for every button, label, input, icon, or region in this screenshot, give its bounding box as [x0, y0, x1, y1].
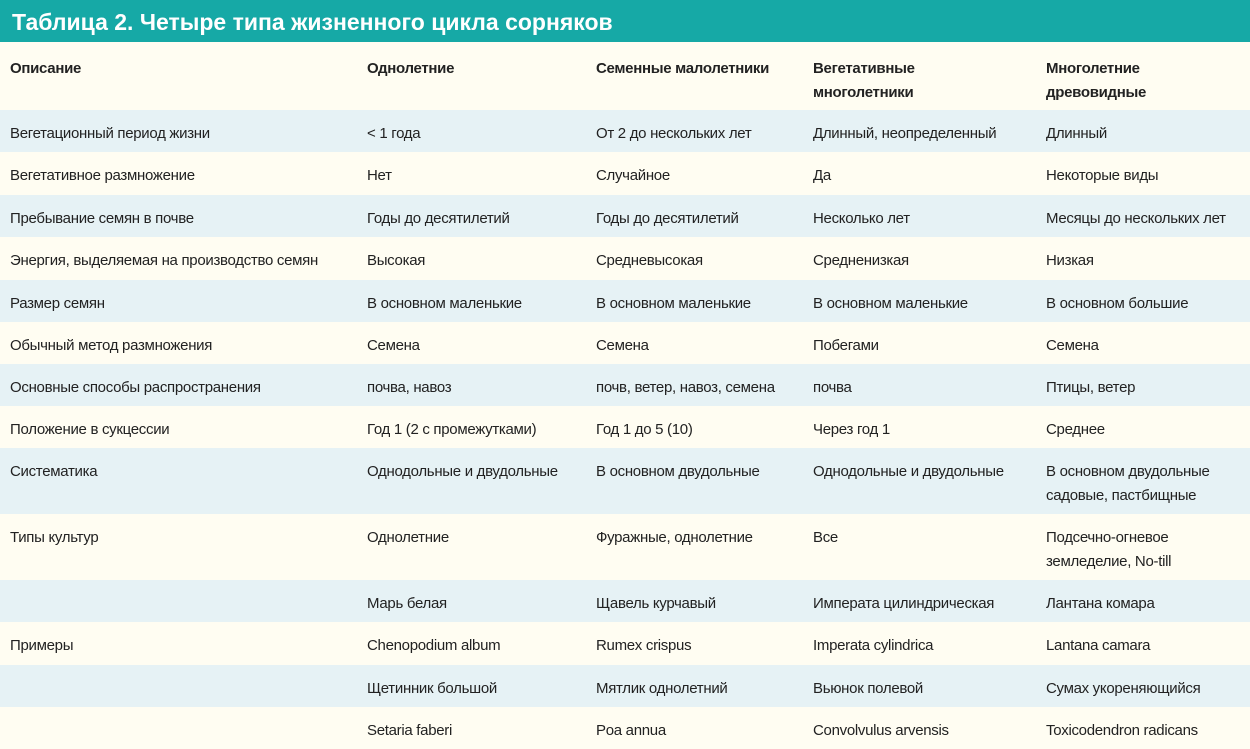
cell-line: Энергия, выделяемая на производство семян	[10, 252, 318, 269]
cell-vegetative-perennials	[813, 364, 1046, 406]
cell-line: почва, навоз	[367, 379, 452, 396]
cell-vegetative-perennials	[813, 580, 1046, 622]
cell-line: Однодольные и двудольные	[367, 463, 558, 480]
cell-annuals	[367, 237, 596, 280]
cell-line: Подсечно-огневое	[1046, 529, 1169, 546]
cell-line: почв, ветер, навоз, семена	[596, 379, 775, 396]
cell-line: Многолетние	[1046, 60, 1140, 77]
cell-line: Примеры	[10, 637, 74, 654]
cell-line: Длинный, неопределенный	[813, 125, 997, 142]
cell-seed-biennials	[596, 237, 813, 280]
cell-line: Вегетационный период жизни	[10, 125, 210, 142]
cell-line: Год 1 (2 с промежутками)	[367, 421, 537, 438]
cell-line: Лантана комара	[1046, 595, 1155, 612]
cell-vegetative-perennials	[813, 707, 1046, 749]
cell-vegetative-perennials	[813, 42, 1046, 110]
cell-line: многолетники	[813, 84, 914, 101]
cell-line: Вегетативное размножение	[10, 167, 195, 184]
cell-line: Пребывание семян в почве	[10, 210, 194, 227]
cell-woody-perennials	[1046, 707, 1250, 749]
cell-woody-perennials	[1046, 152, 1250, 195]
cell-line: Среднее	[1046, 421, 1105, 438]
cell-line: Некоторые виды	[1046, 167, 1159, 184]
cell-annuals	[367, 622, 596, 665]
cell-vegetative-perennials	[813, 237, 1046, 280]
cell-line: Вьюнок полевой	[813, 680, 923, 697]
weed-lifecycle-table	[0, 42, 1250, 749]
cell-line: Типы культур	[10, 529, 99, 546]
cell-description	[0, 195, 367, 237]
table-row	[0, 322, 1250, 364]
cell-seed-biennials	[596, 195, 813, 237]
table-title	[0, 0, 1250, 42]
cell-vegetative-perennials	[813, 152, 1046, 195]
cell-line: Годы до десятилетий	[367, 210, 510, 227]
cell-line: Poa annua	[596, 722, 666, 739]
cell-line: < 1 года	[367, 125, 421, 142]
cell-description	[0, 665, 367, 707]
cell-annuals	[367, 152, 596, 195]
cell-line: Низкая	[1046, 252, 1094, 269]
cell-vegetative-perennials	[813, 110, 1046, 152]
cell-line: Однолетние	[367, 60, 455, 77]
cell-annuals	[367, 448, 596, 514]
table-row	[0, 514, 1250, 580]
cell-description	[0, 580, 367, 622]
cell-description	[0, 406, 367, 448]
table-row	[0, 280, 1250, 322]
cell-line: Годы до десятилетий	[596, 210, 739, 227]
cell-woody-perennials	[1046, 514, 1250, 580]
cell-line: Средненизкая	[813, 252, 909, 269]
cell-woody-perennials	[1046, 364, 1250, 406]
cell-description	[0, 42, 367, 110]
cell-vegetative-perennials	[813, 514, 1046, 580]
cell-vegetative-perennials	[813, 406, 1046, 448]
cell-line: В основном двудольные	[596, 463, 760, 480]
cell-seed-biennials	[596, 665, 813, 707]
header-row	[0, 42, 1250, 110]
cell-vegetative-perennials	[813, 622, 1046, 665]
cell-seed-biennials	[596, 580, 813, 622]
cell-annuals	[367, 707, 596, 749]
cell-line: От 2 до нескольких лет	[596, 125, 752, 142]
cell-line: Месяцы до нескольких лет	[1046, 210, 1226, 227]
cell-line: Императа цилиндрическая	[813, 595, 995, 612]
cell-woody-perennials	[1046, 195, 1250, 237]
cell-seed-biennials	[596, 322, 813, 364]
table-row	[0, 406, 1250, 448]
cell-line: Однодольные и двудольные	[813, 463, 1004, 480]
cell-line: Размер семян	[10, 295, 105, 312]
cell-vegetative-perennials	[813, 195, 1046, 237]
cell-woody-perennials	[1046, 448, 1250, 514]
cell-line: Нет	[367, 167, 392, 184]
cell-line: Однолетние	[367, 529, 449, 546]
cell-woody-perennials	[1046, 237, 1250, 280]
cell-line: Высокая	[367, 252, 426, 269]
cell-line: Обычный метод размножения	[10, 337, 213, 354]
cell-line: Фуражные, однолетние	[596, 529, 753, 546]
cell-line: древовидные	[1046, 84, 1147, 101]
cell-seed-biennials	[596, 42, 813, 110]
cell-line: Длинный	[1046, 125, 1107, 142]
cell-annuals	[367, 665, 596, 707]
table-row	[0, 195, 1250, 237]
cell-line: Описание	[10, 60, 82, 77]
cell-annuals	[367, 42, 596, 110]
cell-seed-biennials	[596, 406, 813, 448]
cell-seed-biennials	[596, 514, 813, 580]
cell-vegetative-perennials	[813, 448, 1046, 514]
table-row	[0, 622, 1250, 665]
cell-line: Lantana camara	[1046, 637, 1151, 654]
cell-seed-biennials	[596, 622, 813, 665]
cell-seed-biennials	[596, 110, 813, 152]
cell-line: Imperata cylindrica	[813, 637, 934, 654]
cell-vegetative-perennials	[813, 665, 1046, 707]
table-row	[0, 448, 1250, 514]
cell-description	[0, 152, 367, 195]
cell-description	[0, 622, 367, 665]
cell-description	[0, 364, 367, 406]
cell-annuals	[367, 406, 596, 448]
cell-line: Семена	[367, 337, 420, 354]
cell-line: Через год 1	[813, 421, 890, 438]
table-row	[0, 237, 1250, 280]
cell-annuals	[367, 110, 596, 152]
table-row	[0, 152, 1250, 195]
cell-line: садовые, пастбищные	[1046, 487, 1197, 504]
cell-woody-perennials	[1046, 406, 1250, 448]
cell-annuals	[367, 514, 596, 580]
cell-seed-biennials	[596, 448, 813, 514]
cell-woody-perennials	[1046, 322, 1250, 364]
table-row	[0, 707, 1250, 749]
cell-line: Setaria faberi	[367, 722, 453, 739]
cell-description	[0, 110, 367, 152]
cell-line: Toxicodendron radicans	[1046, 722, 1198, 739]
cell-line: Систематика	[10, 463, 98, 480]
cell-line: Convolvulus arvensis	[813, 722, 949, 739]
cell-seed-biennials	[596, 280, 813, 322]
cell-woody-perennials	[1046, 42, 1250, 110]
cell-line: Да	[813, 167, 831, 184]
cell-line: В основном маленькие	[367, 295, 522, 312]
cell-line: В основном двудольные	[1046, 463, 1210, 480]
cell-line: Семена	[596, 337, 649, 354]
cell-description	[0, 322, 367, 364]
cell-line: Побегами	[813, 337, 879, 354]
cell-line: Семенные малолетники	[596, 60, 770, 77]
table-title-text: Таблица 2. Четыре типа жизненного цикла сорняков	[12, 9, 613, 35]
cell-line: Вегетативные	[813, 60, 915, 77]
cell-line: Птицы, ветер	[1046, 379, 1136, 396]
cell-line: почва	[813, 379, 852, 396]
table-row	[0, 110, 1250, 152]
cell-line: Семена	[1046, 337, 1099, 354]
cell-seed-biennials	[596, 707, 813, 749]
cell-description	[0, 514, 367, 580]
cell-line: Несколько лет	[813, 210, 910, 227]
cell-woody-perennials	[1046, 280, 1250, 322]
cell-line: Случайное	[596, 167, 670, 184]
cell-seed-biennials	[596, 152, 813, 195]
cell-description	[0, 707, 367, 749]
cell-line: Мятлик однолетний	[596, 680, 728, 697]
cell-line: Щавель курчавый	[596, 595, 716, 612]
cell-annuals	[367, 322, 596, 364]
cell-line: Chenopodium album	[367, 637, 501, 654]
table-row	[0, 580, 1250, 622]
cell-woody-perennials	[1046, 665, 1250, 707]
cell-woody-perennials	[1046, 110, 1250, 152]
cell-annuals	[367, 195, 596, 237]
cell-line: Год 1 до 5 (10)	[596, 421, 693, 438]
cell-vegetative-perennials	[813, 280, 1046, 322]
cell-description	[0, 237, 367, 280]
cell-line: Средневысокая	[596, 252, 703, 269]
cell-line: В основном маленькие	[596, 295, 751, 312]
cell-line: Щетинник большой	[367, 680, 497, 697]
cell-annuals	[367, 364, 596, 406]
cell-line: Rumex crispus	[596, 637, 692, 654]
cell-seed-biennials	[596, 364, 813, 406]
cell-description	[0, 448, 367, 514]
cell-woody-perennials	[1046, 622, 1250, 665]
cell-line: Все	[813, 529, 838, 546]
cell-line: Положение в сукцессии	[10, 421, 170, 438]
cell-line: земледелие, No-till	[1046, 553, 1172, 570]
cell-line: Сумах укореняющийся	[1046, 680, 1201, 697]
cell-annuals	[367, 580, 596, 622]
cell-line: В основном большие	[1046, 295, 1189, 312]
cell-vegetative-perennials	[813, 322, 1046, 364]
cell-line: В основном маленькие	[813, 295, 968, 312]
cell-annuals	[367, 280, 596, 322]
cell-line: Марь белая	[367, 595, 447, 612]
cell-woody-perennials	[1046, 580, 1250, 622]
cell-line: Основные способы распространения	[10, 379, 261, 396]
table-row	[0, 364, 1250, 406]
table-row	[0, 665, 1250, 707]
cell-description	[0, 280, 367, 322]
